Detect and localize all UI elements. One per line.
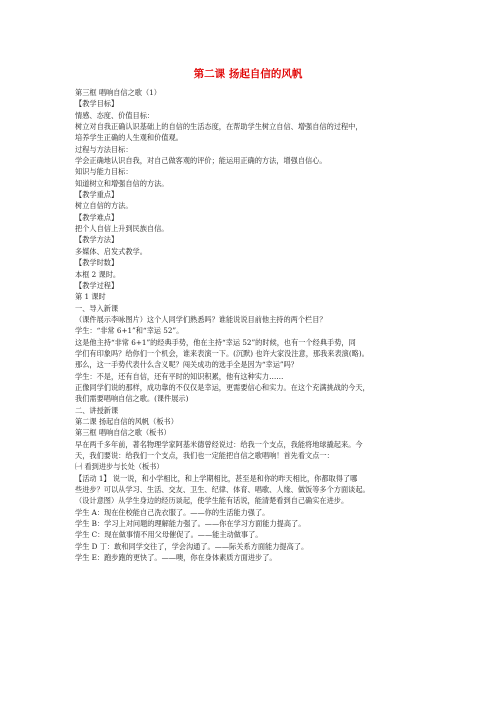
document-body [75, 87, 425, 563]
text-line: 多媒体、启发式教学。 [75, 246, 147, 256]
text-line: 天，我们要说：给我们一个支点，我们也一定能把自信之歌唱响！首先看文点一： [75, 451, 334, 460]
text-line: 树立自信的方法。 [75, 201, 133, 211]
text-line: 把个人自信上升到民族自信。 [75, 224, 169, 234]
text-line: 第三框 唱响自信之歌（1） [75, 88, 161, 97]
text-line: 第二课 扬起自信的风帆（板书） [75, 416, 178, 426]
text-line: 【教学难点】 [75, 212, 119, 222]
text-line: 树立对自我正确认识基础上的自信的生活态度，在帮助学生树立自信、增强自信的过程中， [75, 122, 363, 132]
text-line: 知识与能力目标： [75, 167, 133, 177]
text-line: ㈠ 看到进步与长处（板书） [75, 462, 164, 472]
text-line: 些进步？可以从学习、生活、交友、卫生、纪律、体育、唱歌、人缘、做饭等多个方面谈起。 [75, 485, 370, 495]
text-line: 学生 C：现在做事情不用父母催促了。——能主动做事了。 [75, 530, 263, 540]
text-line: 这是他主持“非常 6+1”的经典手势，他在主持“幸运 52”的时候，也有一个经典手势，同 [75, 337, 356, 347]
text-line: 本框 2 课时。 [75, 269, 121, 279]
text-line: 培养学生正确的人生观和价值观。 [75, 133, 183, 143]
text-line: 过程与方法目标： [75, 144, 133, 154]
text-line: 那么，这一手势代表什么含义呢？闯关成功的选手全是因为“幸运”吗？ [75, 360, 298, 370]
text-line: 【教学方法】 [75, 235, 119, 245]
text-line: 【活动 1】 说一说，和小学相比，和上学期相比，甚至是和你的昨天相比，你都取得了哪 [75, 473, 358, 483]
text-line: 情感、态度、价值目标： [75, 110, 155, 120]
text-line: 第三框 唱响自信之歌（板书） [75, 428, 171, 438]
text-line: 【教学过程】 [75, 280, 119, 290]
text-line: 学生 B：学习上对问题的理解能力强了。——你在学习方面能力提高了。 [75, 519, 306, 529]
text-line: 知道树立和增强自信的方法。 [75, 178, 169, 188]
text-line: 【教学时数】 [75, 258, 119, 268]
text-line: 学生：不是，还有自信，还有平时的知识积累，他有这种实力…… [75, 371, 284, 381]
text-line: 学生 D 丁：敢和同学交往了，学会沟通了。——际关系方面能力提高了。 [75, 541, 309, 551]
text-line: 第 1 课时 [75, 292, 106, 302]
text-line: 正像同学们说的那样，成功靠的不仅仅是幸运，更需要信心和实力。在这个充满挑战的今天， [75, 382, 370, 392]
text-line: 学生 E：跑步跑的更快了。——噢，你在身体素质方面进步了。 [75, 553, 277, 563]
text-line: 一、导入新课 [75, 303, 119, 313]
text-line: 【教学重点】 [75, 190, 119, 200]
text-line: 二、讲授新课 [75, 405, 119, 415]
text-line: 【教学目标】 [75, 99, 119, 109]
text-line: 早在两千多年前，著名物理学家阿基米德曾经说过：给我一个支点，我能将地球撬起来。今 [75, 439, 363, 449]
text-line: 学们有印象吗？给你们一个机会，谁来表演一下。(沉默) 也许大家没注意，那我来表演(略)。 [75, 348, 369, 358]
text-line: 学生 A：现在住校能自己洗衣服了。——你的生活能力强了。 [75, 507, 270, 517]
text-line: 我们需要唱响自信之歌。(课件展示) [75, 394, 189, 404]
text-line: （设计意图）从学生身边的经历谈起，使学生能有话说，能清楚看到自己确实在进步。 [75, 496, 349, 506]
text-line: 学会正确地认识自我，对自己做客观的评价；能运用正确的方法，增强自信心。 [75, 156, 327, 166]
document-title: 第二课 扬起自信的风帆 [193, 68, 303, 80]
text-line: （课件展示李咏图片）这个人同学们熟悉吗？谁能说说目前他主持的两个栏目？ [75, 314, 327, 324]
text-line: 学生：“非常 6+1”和“幸运 52”。 [75, 326, 184, 336]
